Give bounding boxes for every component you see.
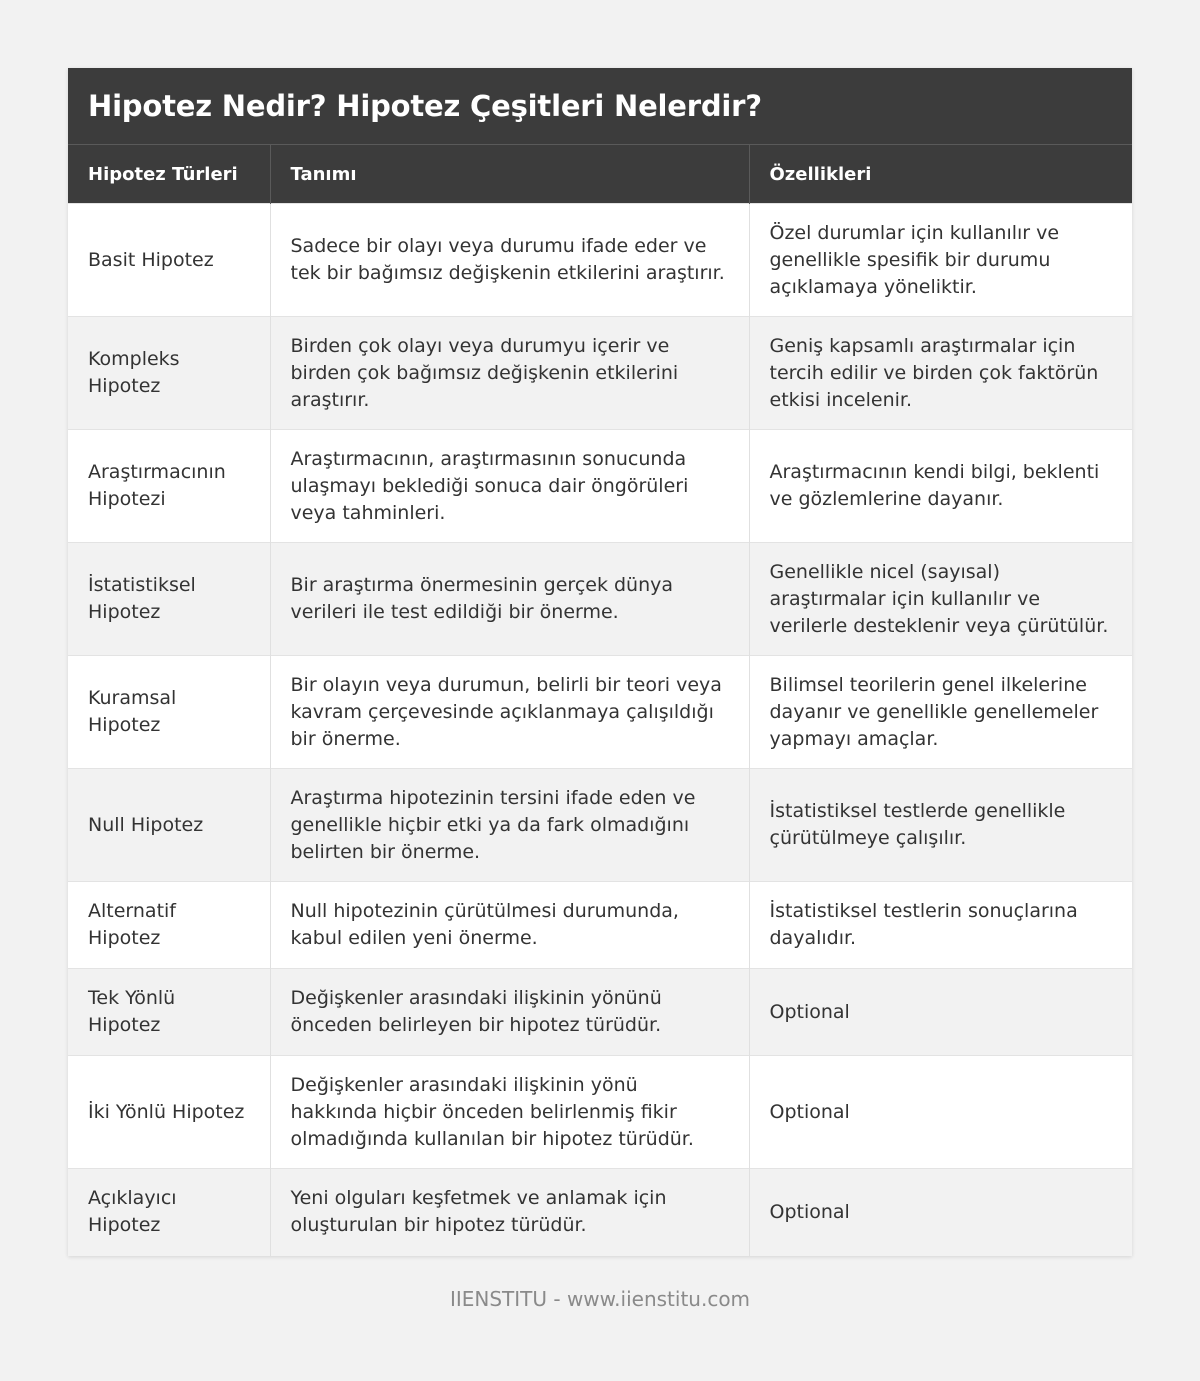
cell-definition: Birden çok olayı veya durumyu içerir ve birden çok bağımsız değişkenin etkilerini araştırır. — [270, 317, 749, 430]
cell-features: Geniş kapsamlı araştırmalar için tercih edilir ve birden çok faktörün etkisi incelenir. — [749, 317, 1132, 430]
cell-definition: Değişkenler arasındaki ilişkinin yönü hakkında hiçbir önceden belirlenmiş fikir olmadığında kullanılan bir hipotez türüdür. — [270, 1056, 749, 1169]
cell-definition: Bir olayın veya durumun, belirli bir teori veya kavram çerçevesinde açıklanmaya çalışıldığı bir önerme. — [270, 656, 749, 769]
cell-features: Genellikle nicel (sayısal) araştırmalar için kullanılır ve verilerle desteklenir veya çürütülür. — [749, 543, 1132, 656]
cell-definition: Araştırmacının, araştırmasının sonucunda ulaşmayı beklediği sonuca dair öngörüleri veya tahminleri. — [270, 430, 749, 543]
cell-type: Tek Yönlü Hipotez — [68, 969, 270, 1056]
table-row — [68, 204, 1132, 317]
cell-definition: Değişkenler arasındaki ilişkinin yönünü önceden belirleyen bir hipotez türüdür. — [270, 969, 749, 1056]
cell-definition: Bir araştırma önermesinin gerçek dünya verileri ile test edildiği bir önerme. — [270, 543, 749, 656]
table-row — [68, 1169, 1132, 1256]
table-row — [68, 317, 1132, 430]
cell-type: Alternatif Hipotez — [68, 882, 270, 969]
cell-definition: Null hipotezinin çürütülmesi durumunda, kabul edilen yeni önerme. — [270, 882, 749, 969]
hypothesis-table-card — [68, 68, 1132, 1256]
cell-features: İstatistiksel testlerde genellikle çürütülmeye çalışılır. — [749, 769, 1132, 882]
table-row — [68, 882, 1132, 969]
table-row — [68, 543, 1132, 656]
cell-definition: Sadece bir olayı veya durumu ifade eder ve tek bir bağımsız değişkenin etkilerini araştırır. — [270, 204, 749, 317]
cell-features: Optional — [749, 1056, 1132, 1169]
cell-type: İki Yönlü Hipotez — [68, 1056, 270, 1169]
footer-credit: IIENSTITU - www.iienstitu.com — [449, 1287, 751, 1311]
cell-type: Açıklayıcı Hipotez — [68, 1169, 270, 1256]
cell-type: Kuramsal Hipotez — [68, 656, 270, 769]
page-title: Hipotez Nedir? Hipotez Çeşitleri Nelerdir? — [88, 89, 762, 123]
table-title-bar — [68, 68, 1132, 144]
cell-features: Optional — [749, 1169, 1132, 1256]
column-header-definition: Tanımı — [270, 145, 749, 204]
cell-features: Araştırmacının kendi bilgi, beklenti ve gözlemlerine dayanır. — [749, 430, 1132, 543]
cell-type: İstatistiksel Hipotez — [68, 543, 270, 656]
table-header-row — [68, 145, 1132, 204]
cell-definition: Yeni olguları keşfetmek ve anlamak için oluşturulan bir hipotez türüdür. — [270, 1169, 749, 1256]
column-header-type: Hipotez Türleri — [68, 145, 270, 204]
cell-features: Bilimsel teorilerin genel ilkelerine dayanır ve genellikle genellemeler yapmayı amaçlar. — [749, 656, 1132, 769]
cell-type: Araştırmacının Hipotezi — [68, 430, 270, 543]
cell-features: Optional — [749, 969, 1132, 1056]
cell-definition: Araştırma hipotezinin tersini ifade eden ve genellikle hiçbir etki ya da fark olmadığını belirten bir önerme. — [270, 769, 749, 882]
cell-features: Özel durumlar için kullanılır ve genellikle spesifik bir durumu açıklamaya yöneliktir. — [749, 204, 1132, 317]
cell-type: Kompleks Hipotez — [68, 317, 270, 430]
hypothesis-table — [68, 144, 1132, 1256]
table-row — [68, 969, 1132, 1056]
table-row — [68, 769, 1132, 882]
column-header-features: Özellikleri — [749, 145, 1132, 204]
cell-type: Null Hipotez — [68, 769, 270, 882]
cell-features: İstatistiksel testlerin sonuçlarına dayalıdır. — [749, 882, 1132, 969]
table-row — [68, 1056, 1132, 1169]
table-row — [68, 430, 1132, 543]
cell-type: Basit Hipotez — [68, 204, 270, 317]
table-row — [68, 656, 1132, 769]
